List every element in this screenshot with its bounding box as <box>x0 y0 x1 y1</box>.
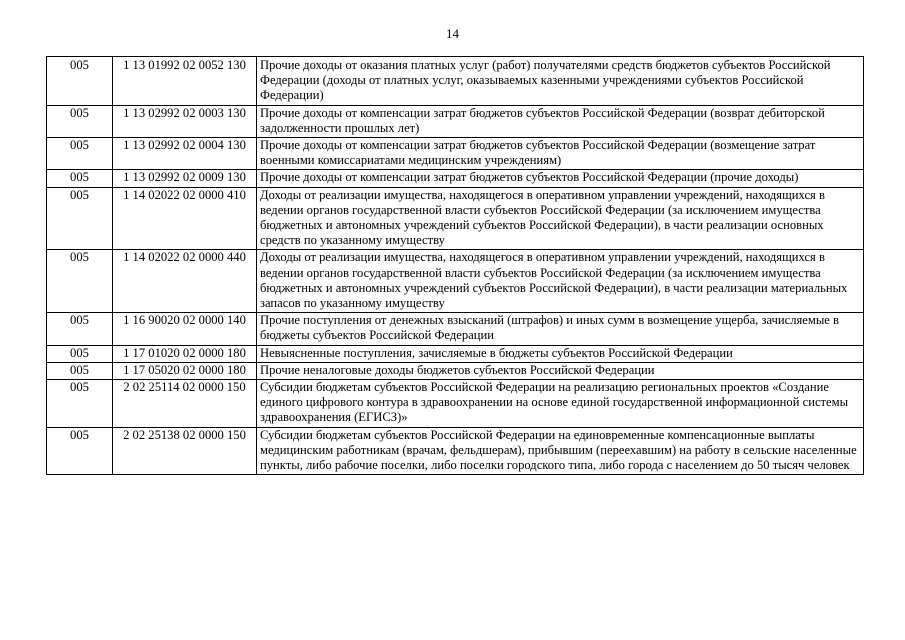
budget-code-cell: 1 13 02992 02 0009 130 <box>113 170 257 187</box>
description-cell: Доходы от реализации имущества, находящегося в оперативном управлении учреждений, находящихся в ведении органов государственной власти субъектов Российской Федерации (за исключением имущества бюджетных и автономных учреждений субъектов Российской Федерации), в части реализации материальных запасов по указанному имуществу <box>257 250 864 313</box>
description-cell: Прочие доходы от компенсации затрат бюджетов субъектов Российской Федерации (возмещение затрат военными комиссариатами медицинским учреждениям) <box>257 138 864 170</box>
admin-code-cell: 005 <box>47 380 113 428</box>
admin-code-cell: 005 <box>47 427 113 475</box>
table-row <box>47 187 864 250</box>
table-row <box>47 170 864 187</box>
budget-code-cell: 2 02 25114 02 0000 150 <box>113 380 257 428</box>
budget-code-cell: 2 02 25138 02 0000 150 <box>113 427 257 475</box>
description-cell: Прочие неналоговые доходы бюджетов субъектов Российской Федерации <box>257 362 864 379</box>
revenue-codes-table <box>46 56 864 475</box>
table-row <box>47 138 864 170</box>
table-row <box>47 345 864 362</box>
budget-code-cell: 1 16 90020 02 0000 140 <box>113 313 257 345</box>
page-number: 14 <box>446 26 459 41</box>
description-cell: Невыясненные поступления, зачисляемые в бюджеты субъектов Российской Федерации <box>257 345 864 362</box>
budget-code-cell: 1 17 05020 02 0000 180 <box>113 362 257 379</box>
budget-code-cell: 1 14 02022 02 0000 440 <box>113 250 257 313</box>
description-cell: Субсидии бюджетам субъектов Российской Федерации на единовременные компенсационные выплаты медицинским работникам (врачам, фельдшерам), прибывшим (переехавшим) на работу в сельские населенные пункты, либо рабочие поселки, либо поселки городского типа, либо города с населением до 50 тысяч человек <box>257 427 864 475</box>
admin-code-cell: 005 <box>47 187 113 250</box>
description-cell: Прочие поступления от денежных взысканий (штрафов) и иных сумм в возмещение ущерба, зачисляемые в бюджеты субъектов Российской Федерации <box>257 313 864 345</box>
budget-code-cell: 1 13 02992 02 0003 130 <box>113 105 257 137</box>
admin-code-cell: 005 <box>47 57 113 106</box>
admin-code-cell: 005 <box>47 345 113 362</box>
table-row <box>47 380 864 428</box>
description-cell: Доходы от реализации имущества, находящегося в оперативном управлении учреждений, находящихся в ведении органов государственной власти субъектов Российской Федерации (за исключением имущества бюджетных и автономных учреждений субъектов Российской Федерации), в части реализации основных средств по указанному имуществу <box>257 187 864 250</box>
admin-code-cell: 005 <box>47 362 113 379</box>
admin-code-cell: 005 <box>47 313 113 345</box>
description-cell: Прочие доходы от компенсации затрат бюджетов субъектов Российской Федерации (прочие доходы) <box>257 170 864 187</box>
admin-code-cell: 005 <box>47 105 113 137</box>
budget-code-cell: 1 17 01020 02 0000 180 <box>113 345 257 362</box>
budget-code-cell: 1 13 02992 02 0004 130 <box>113 138 257 170</box>
description-cell: Прочие доходы от оказания платных услуг (работ) получателями средств бюджетов субъектов Российской Федерации (доходы от платных услуг, оказываемых казенными учреждениями субъектов Российской Федерации) <box>257 57 864 106</box>
table-row <box>47 427 864 475</box>
budget-code-cell: 1 14 02022 02 0000 410 <box>113 187 257 250</box>
admin-code-cell: 005 <box>47 170 113 187</box>
description-cell: Субсидии бюджетам субъектов Российской Федерации на реализацию региональных проектов «Создание единого цифрового контура в здравоохранении на основе единой государственной информационной системы здравоохранения (ЕГИСЗ)» <box>257 380 864 428</box>
table-row <box>47 362 864 379</box>
description-cell: Прочие доходы от компенсации затрат бюджетов субъектов Российской Федерации (возврат дебиторской задолженности прошлых лет) <box>257 105 864 137</box>
table-row <box>47 250 864 313</box>
budget-code-cell: 1 13 01992 02 0052 130 <box>113 57 257 106</box>
table-row <box>47 313 864 345</box>
table-row <box>47 57 864 106</box>
admin-code-cell: 005 <box>47 138 113 170</box>
admin-code-cell: 005 <box>47 250 113 313</box>
table-row <box>47 105 864 137</box>
